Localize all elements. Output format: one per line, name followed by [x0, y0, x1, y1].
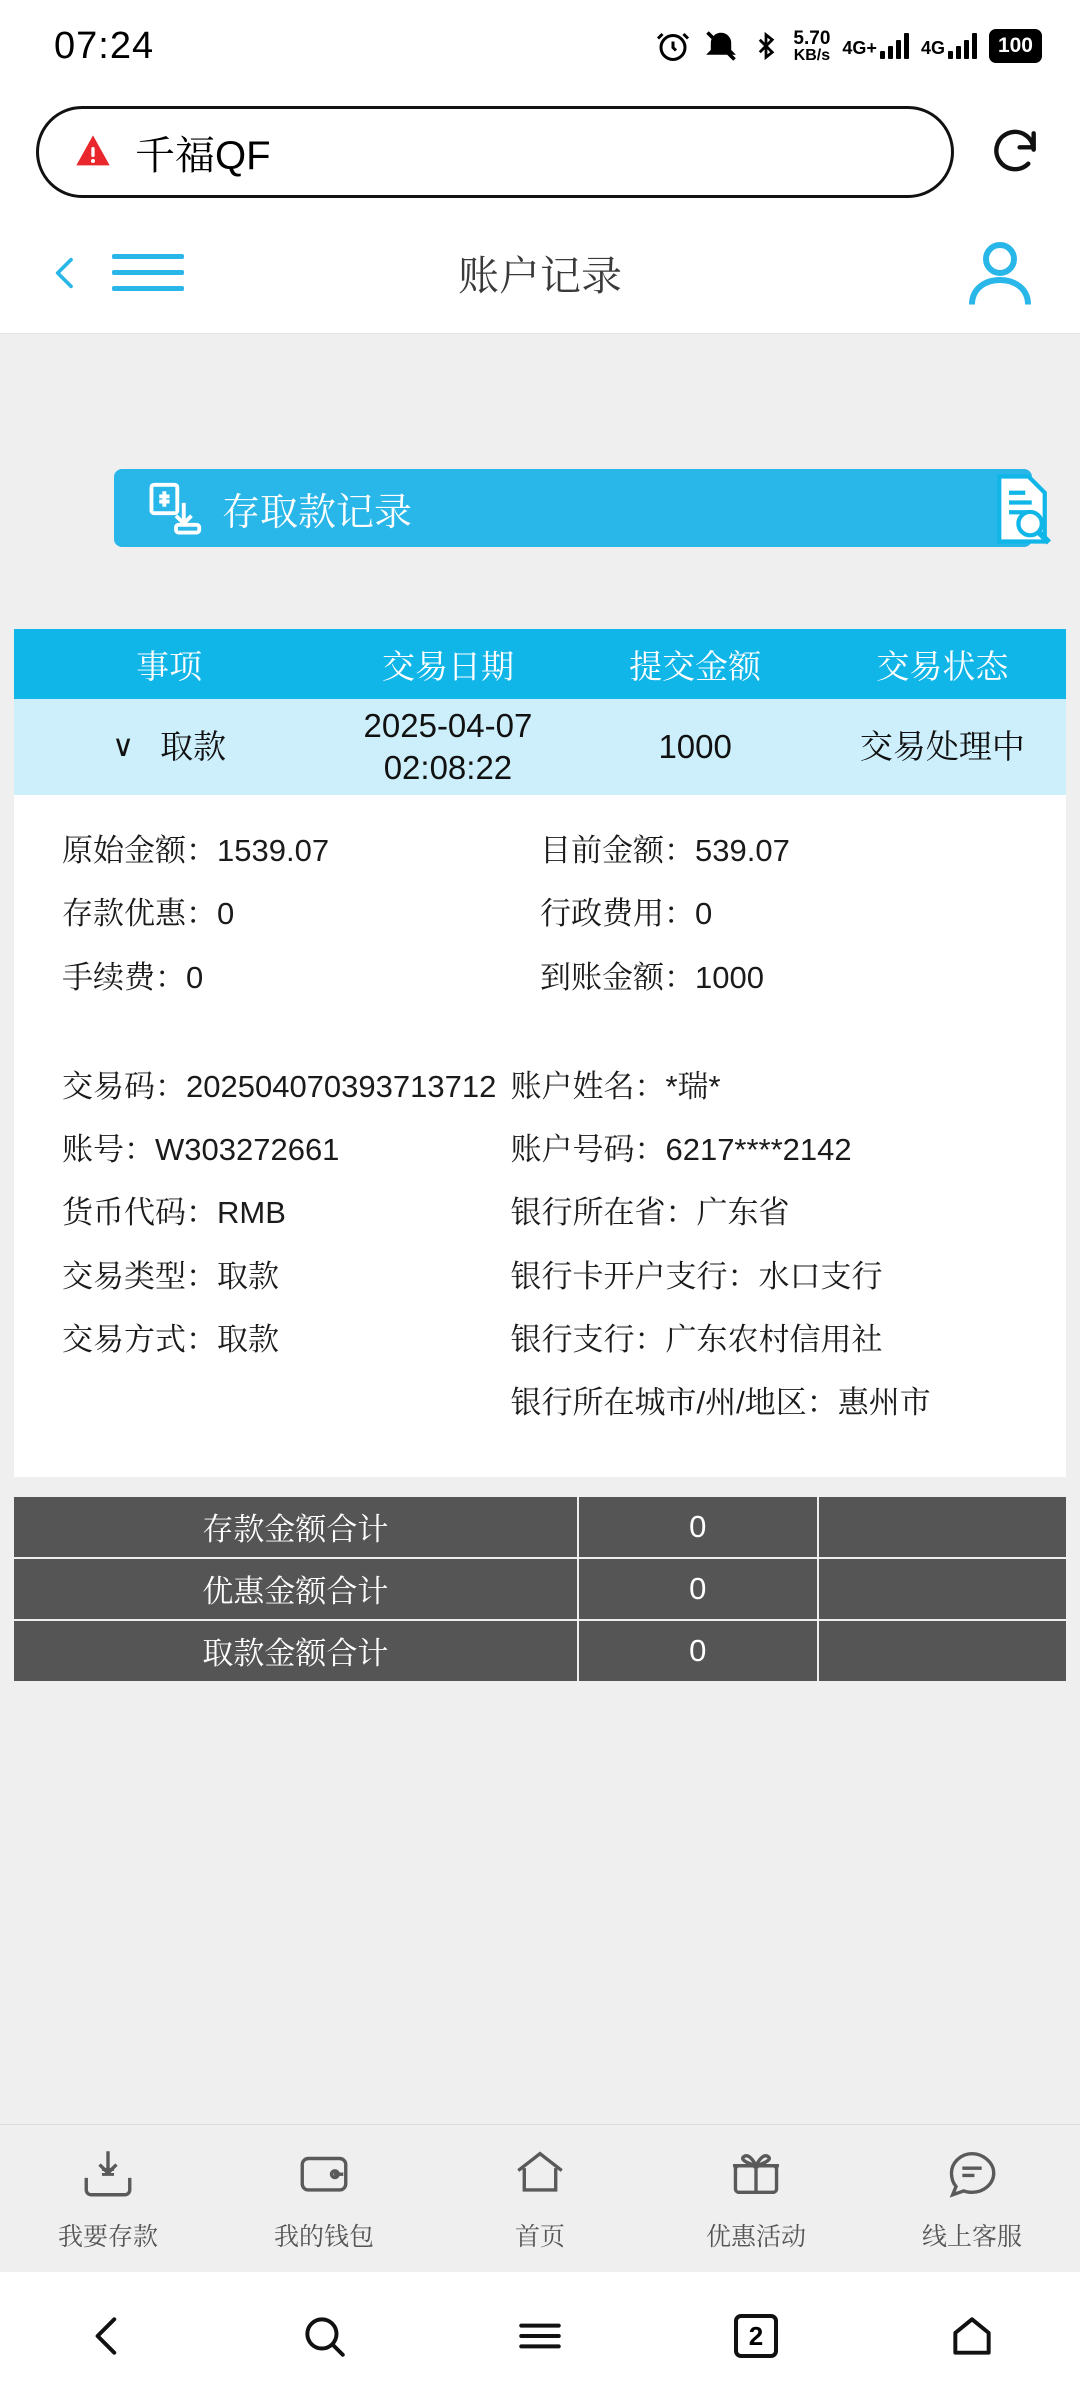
total-deposit-label: 存款金额合计 [202, 1512, 389, 1548]
total-withdraw-label: 取款金额合计 [202, 1636, 389, 1672]
support-icon [941, 2144, 1003, 2207]
row-item-label: 取款 [160, 727, 227, 765]
row-amount: 1000 [658, 727, 732, 765]
tab-deposit-label: 我要存款 [57, 2223, 158, 2251]
home-icon [509, 2144, 571, 2207]
detail-admin-fee: 行政费用：0 [540, 896, 713, 932]
signal-1: 4G+ [842, 33, 909, 59]
tab-wallet[interactable] [216, 2144, 432, 2253]
status-icons [655, 28, 1042, 64]
total-row-withdraw [14, 1621, 1066, 1683]
android-nav-bar [0, 2272, 1080, 2400]
page-content [0, 334, 1080, 2124]
nav-home-button[interactable] [912, 2311, 1032, 2361]
detail-card-number: 账户号码：6217****2142 [510, 1132, 852, 1168]
detail-transaction-type: 交易类型：取款 [62, 1258, 279, 1294]
deposit-withdraw-icon [140, 477, 212, 539]
record-banner[interactable] [114, 469, 1032, 547]
tab-wallet-label: 我的钱包 [273, 2223, 374, 2251]
row-status: 交易处理中 [859, 727, 1025, 765]
detail-bank-branch: 银行支行：广东农村信用社 [510, 1322, 883, 1358]
nav-back-button[interactable] [48, 2311, 168, 2361]
header-menu-button[interactable] [98, 254, 184, 291]
detail-currency-code: 货币代码：RMB [62, 1195, 286, 1231]
nav-tabs-count: 2 [734, 2314, 778, 2358]
bottom-tabbar [0, 2124, 1080, 2272]
detail-bank-branch-open: 银行卡开户支行：水口支行 [510, 1258, 883, 1294]
total-withdraw-value: 0 [577, 1621, 819, 1681]
detail-bank-city: 银行所在城市/州/地区：惠州市 [510, 1385, 931, 1421]
row-date: 2025-04-07 02:08:22 [363, 706, 533, 786]
deposit-icon [77, 2144, 139, 2207]
tab-support-label: 线上客服 [921, 2223, 1022, 2251]
detail-account-name: 账户姓名：*瑞* [510, 1068, 721, 1104]
total-row-bonus [14, 1559, 1066, 1621]
status-bar [0, 0, 1080, 92]
column-header-date: 交易日期 [381, 647, 514, 685]
tab-promotions-label: 优惠活动 [705, 2223, 806, 2251]
table-row[interactable] [14, 699, 1066, 795]
detail-received-amount: 到账金额：1000 [540, 959, 764, 995]
header-back-button[interactable] [34, 247, 98, 299]
battery-indicator: 100 [989, 29, 1042, 63]
mute-icon [703, 28, 739, 64]
browser-toolbar [0, 92, 1080, 212]
records-table [14, 629, 1066, 1477]
url-input[interactable] [36, 106, 954, 198]
reload-button[interactable] [980, 117, 1050, 187]
total-bonus-label: 优惠金额合计 [202, 1574, 389, 1610]
signal-bars-1 [880, 33, 909, 59]
tab-home[interactable] [432, 2144, 648, 2253]
nav-menu-button[interactable] [480, 2311, 600, 2361]
detail-deposit-bonus: 存款优惠：0 [62, 896, 235, 932]
signal-bars-2 [948, 33, 977, 59]
record-banner-label: 存取款记录 [222, 491, 413, 534]
gift-icon [725, 2144, 787, 2207]
column-header-amount: 提交金额 [629, 647, 762, 685]
tab-home-label: 首页 [514, 2223, 565, 2251]
column-header-status: 交易状态 [876, 647, 1009, 685]
detail-account-no: 账号：W303272661 [62, 1132, 340, 1168]
tab-support[interactable] [864, 2144, 1080, 2253]
total-bonus-value: 0 [577, 1559, 819, 1619]
document-search-icon[interactable] [974, 461, 1070, 557]
tab-deposit[interactable] [0, 2144, 216, 2253]
total-row-deposit [14, 1497, 1066, 1559]
user-icon[interactable] [954, 231, 1046, 315]
record-detail [14, 795, 1066, 1477]
alarm-icon [655, 28, 691, 64]
detail-block-account [48, 1067, 1032, 1447]
totals-table [14, 1497, 1066, 1683]
detail-transaction-code: 交易码：202504070393713712 [62, 1068, 497, 1104]
detail-block-amounts [48, 831, 1032, 1021]
nav-search-button[interactable] [264, 2311, 384, 2361]
signal-2: 4G [921, 33, 977, 59]
detail-transaction-method: 交易方式：取款 [62, 1322, 279, 1358]
nav-tabs-button[interactable] [696, 2314, 816, 2358]
wallet-icon [293, 2144, 355, 2207]
bluetooth-icon [751, 28, 781, 64]
url-text: 千福QF [135, 133, 271, 178]
page-title: 账户记录 [458, 253, 622, 299]
detail-fee: 手续费：0 [62, 959, 204, 995]
app-header [0, 212, 1080, 334]
chevron-down-icon[interactable]: ∨ [112, 729, 135, 763]
detail-bank-province: 银行所在省：广东省 [510, 1195, 790, 1231]
detail-original-amount: 原始金额：1539.07 [62, 833, 330, 868]
column-header-item: 事项 [136, 647, 203, 685]
network-speed: 5.70 KB/s [793, 27, 831, 64]
table-header-row [14, 629, 1066, 699]
tab-promotions[interactable] [648, 2144, 864, 2253]
warning-icon[interactable] [73, 132, 113, 172]
detail-current-amount: 目前金额：539.07 [540, 833, 790, 868]
total-deposit-value: 0 [577, 1497, 819, 1557]
status-time: 07:24 [54, 24, 155, 67]
